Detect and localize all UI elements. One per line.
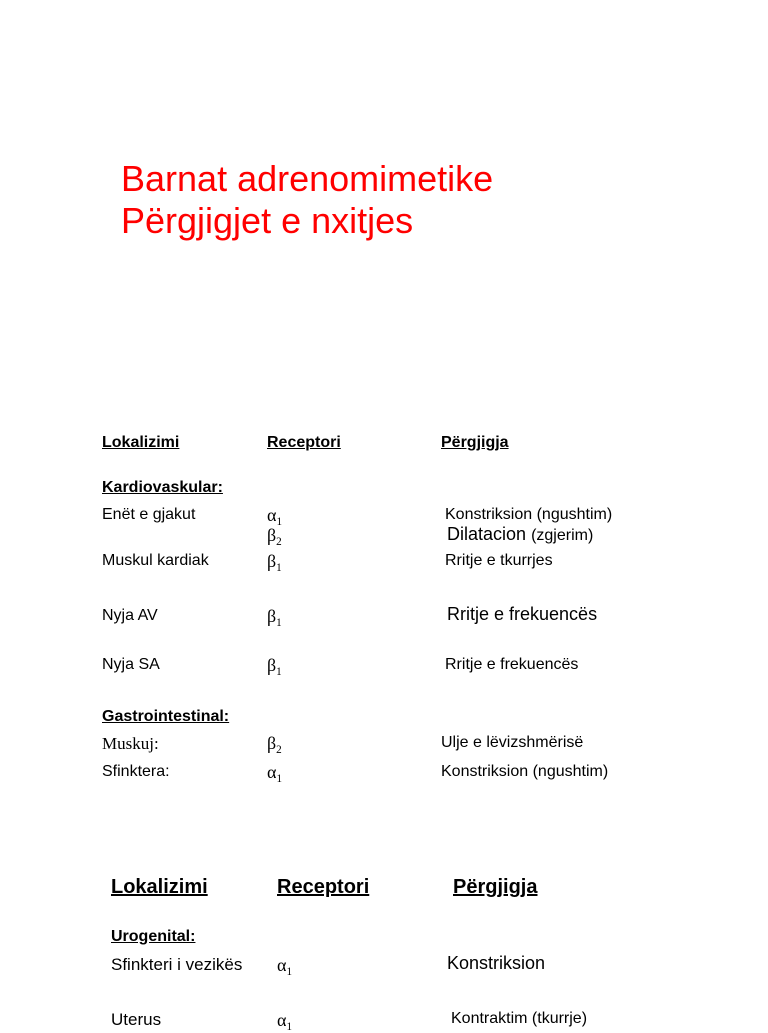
row-receptor: $\alpha_1$ — [277, 1010, 293, 1033]
row-response: Kontraktim (tkurrje) — [451, 1010, 588, 1027]
row-receptor: $\alpha_1$ — [277, 955, 293, 978]
row-location: Enët e gjakut — [102, 506, 196, 523]
row-response: Ulje e lëvizshmërisë — [441, 734, 584, 751]
row-receptor: $\beta_1$ — [267, 655, 282, 678]
table2-header-location: Lokalizimi — [111, 876, 208, 898]
row-response: Konstriksion (ngushtim) — [445, 506, 613, 523]
table1-header-receptor: Receptori — [267, 434, 341, 451]
row-location: Sfinkteri i vezikës — [111, 955, 243, 974]
row-response: Rritje e frekuencës — [445, 656, 579, 673]
page-title — [121, 158, 493, 242]
row-location: Nyja SA — [102, 656, 160, 673]
row-location: Uterus — [111, 1010, 162, 1029]
row-receptor: $\alpha_1$ — [267, 762, 283, 785]
row-receptor: $\alpha_1$ — [267, 505, 283, 528]
table1-header-location: Lokalizimi — [102, 434, 180, 451]
row-receptor: $\beta_1$ — [267, 551, 282, 574]
row-location: Muskuj: — [102, 734, 159, 753]
row-response: Rritje e frekuencës — [447, 604, 598, 624]
title-line-2: Përgjigjet e nxitjes — [121, 200, 414, 241]
row-response: Konstriksion (ngushtim) — [441, 763, 609, 780]
row-receptor: $\beta_2$ — [267, 525, 282, 548]
row-response: Dilatacion (zgjerim) — [447, 524, 594, 544]
table2-header-receptor: Receptori — [277, 876, 370, 898]
title-line-1: Barnat adrenomimetike — [121, 158, 494, 199]
section-heading-gastrointestinal: Gastrointestinal: — [102, 708, 230, 725]
row-location: Sfinktera: — [102, 763, 170, 780]
section-heading-cardiovascular: Kardiovaskular: — [102, 479, 223, 496]
table1-header-response: Përgjigja — [441, 434, 509, 451]
row-location: Nyja AV — [102, 607, 158, 624]
table2-header-response: Përgjigja — [453, 876, 538, 898]
row-receptor: $\beta_2$ — [267, 733, 282, 756]
row-location: Muskul kardiak — [102, 552, 209, 569]
row-response: Rritje e tkurrjes — [445, 552, 553, 569]
section-heading-urogenital: Urogenital: — [111, 928, 196, 945]
row-receptor: $\beta_1$ — [267, 606, 282, 629]
row-response: Konstriksion — [447, 953, 546, 973]
